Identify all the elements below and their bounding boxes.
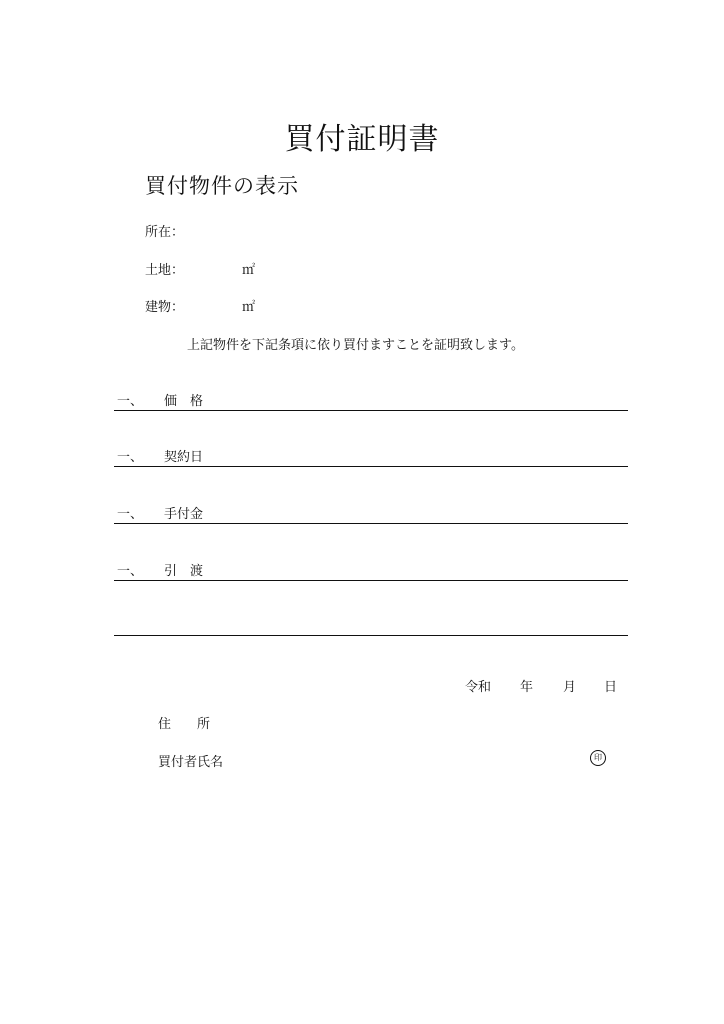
blank-line: [114, 635, 628, 636]
term-contract-date-label: 契約日: [164, 450, 204, 465]
term-price-label: 価 格: [164, 394, 204, 409]
date-month: 月: [563, 680, 577, 695]
term-mark: 一、: [117, 507, 144, 522]
term-deposit-label: 手付金: [164, 507, 204, 522]
term-mark: 一、: [117, 450, 144, 465]
address-label: 住 所: [158, 717, 211, 732]
land-label: 土地：: [145, 263, 185, 278]
term-delivery-label: 引 渡: [164, 564, 204, 579]
term-price: [114, 390, 628, 411]
location-label: 所在：: [145, 225, 185, 240]
term-deposit: [114, 503, 628, 524]
building-area-unit: ㎡: [242, 300, 256, 315]
purchaser-name-label: 買付者氏名: [158, 755, 224, 770]
certification-statement: 上記物件を下記条項に依り買付ますことを証明致します。: [187, 338, 524, 353]
date-era: 令和: [465, 680, 492, 695]
term-mark: 一、: [117, 564, 144, 579]
term-mark: 一、: [117, 394, 144, 409]
building-label: 建物：: [145, 300, 185, 315]
term-contract-date: [114, 446, 628, 467]
date-day: 日: [604, 680, 618, 695]
term-delivery: [114, 560, 628, 581]
land-area-unit: ㎡: [242, 263, 256, 278]
seal-icon: 印: [590, 750, 606, 766]
date-year: 年: [520, 680, 534, 695]
document-title: 買付証明書: [284, 122, 440, 157]
property-section-heading: 買付物件の表示: [145, 174, 299, 198]
